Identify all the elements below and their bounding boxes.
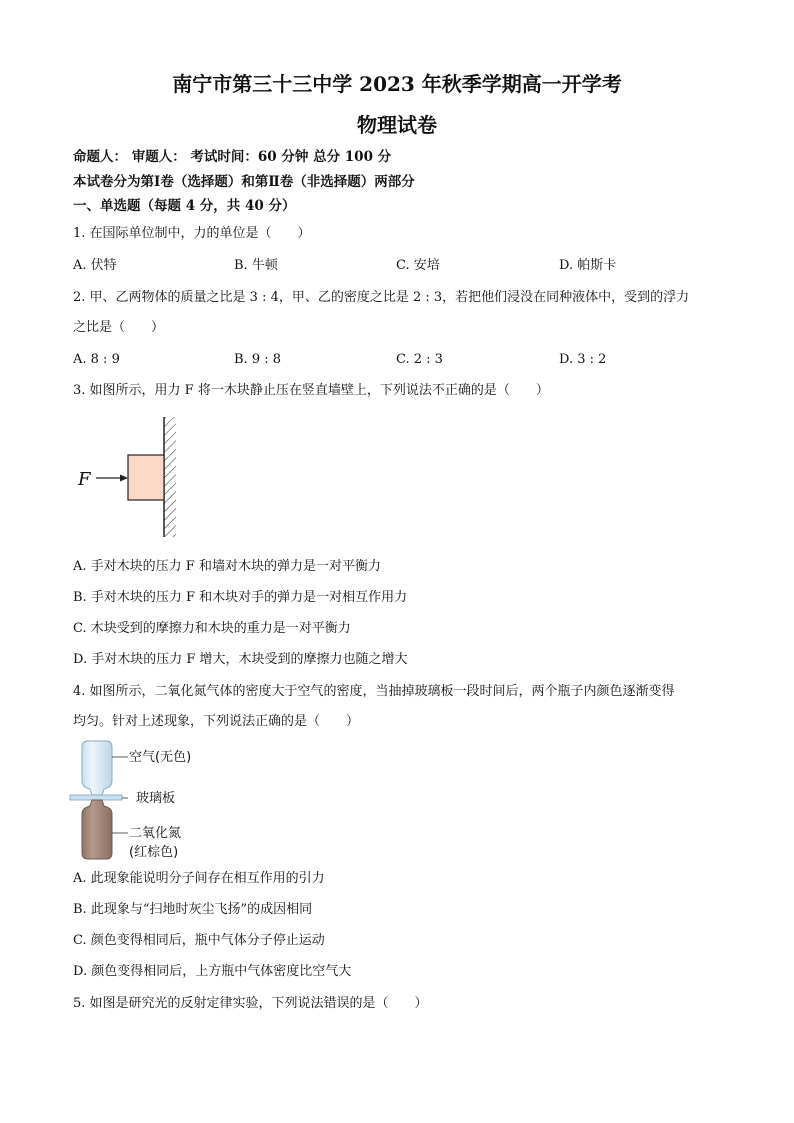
question-4-stem-line2: 均匀。针对上述现象，下列说法正确的是（ ）: [73, 714, 360, 729]
exam-subject: 物理试卷: [357, 113, 437, 137]
question-2-option-c: C. 2 : 3: [396, 352, 443, 367]
glass-plate: [70, 795, 122, 800]
question-2-stem-line1: 2. 甲、乙两物体的质量之比是 3 : 4，甲、乙的密度之比是 2 : 3，若把他们浸没在同种液体中，受到的浮力: [73, 290, 690, 305]
lower-bottle: [82, 800, 112, 859]
question-5-stem: 5. 如图是研究光的反射定律实验，下列说法错误的是（ ）: [73, 996, 428, 1011]
glass-plate-label: 玻璃板: [136, 791, 176, 806]
air-label: 空气(无色): [129, 750, 192, 765]
question-2-stem-line2: 之比是（ ）: [73, 320, 165, 335]
upper-bottle: [82, 741, 112, 795]
question-4-option-a: A. 此现象能说明分子间存在相互作用的引力: [73, 871, 325, 886]
exam-title: 南宁市第三十三中学 2023 年秋季学期高一开学考: [172, 72, 622, 96]
question-4-option-d: D. 颜色变得相同后，上方瓶中气体密度比空气大: [73, 964, 352, 979]
paper-note: 本试卷分为第Ⅰ卷（选择题）和第Ⅱ卷（非选择题）两部分: [73, 174, 415, 190]
question-3-option-c: C. 木块受到的摩擦力和木块的重力是一对平衡力: [73, 621, 351, 636]
question-2-option-a: A. 8 : 9: [73, 352, 120, 367]
question-4-stem-line1: 4. 如图所示，二氧化氮气体的密度大于空气的密度，当抽掉玻璃板一段时间后，两个瓶子内颜色逐渐变得: [73, 684, 675, 699]
no2-label: 二氧化氮: [129, 826, 182, 841]
question-1-option-d: D. 帕斯卡: [559, 258, 617, 273]
force-arrow-head: [120, 475, 128, 482]
section-heading: 一、单选题（每题 4 分，共 40 分）: [73, 198, 296, 214]
question-2-option-d: D. 3 : 2: [559, 352, 607, 367]
question-3-option-a: A. 手对木块的压力 F 和墙对木块的弹力是一对平衡力: [73, 559, 381, 574]
wooden-block: [128, 455, 164, 500]
exam-meta: 命题人： 审题人： 考试时间：60 分钟 总分 100 分: [73, 149, 392, 165]
question-3-stem: 3. 如图所示，用力 F 将一木块静止压在竖直墙壁上，下列说法不正确的是（ ）: [73, 383, 549, 398]
no2-color-label: (红棕色): [129, 845, 179, 860]
wall-hatching: [164, 417, 176, 537]
question-1-option-a: A. 伏特: [73, 258, 117, 273]
question-3-option-d: D. 手对木块的压力 F 增大，木块受到的摩擦力也随之增大: [73, 652, 408, 667]
question-4-option-b: B. 此现象与“扫地时灰尘飞扬”的成因相同: [73, 902, 313, 917]
question-2-option-b: B. 9 : 8: [234, 352, 282, 367]
question-1-option-b: B. 牛顿: [234, 258, 278, 273]
question-4-option-c: C. 颜色变得相同后，瓶中气体分子停止运动: [73, 933, 325, 948]
gas-diffusion-figure: [68, 737, 128, 862]
question-3-option-b: B. 手对木块的压力 F 和木块对手的弹力是一对相互作用力: [73, 590, 408, 605]
question-1-option-c: C. 安培: [396, 258, 440, 273]
question-1-stem: 1. 在国际单位制中，力的单位是（ ）: [73, 226, 311, 241]
force-label: F: [78, 469, 91, 490]
